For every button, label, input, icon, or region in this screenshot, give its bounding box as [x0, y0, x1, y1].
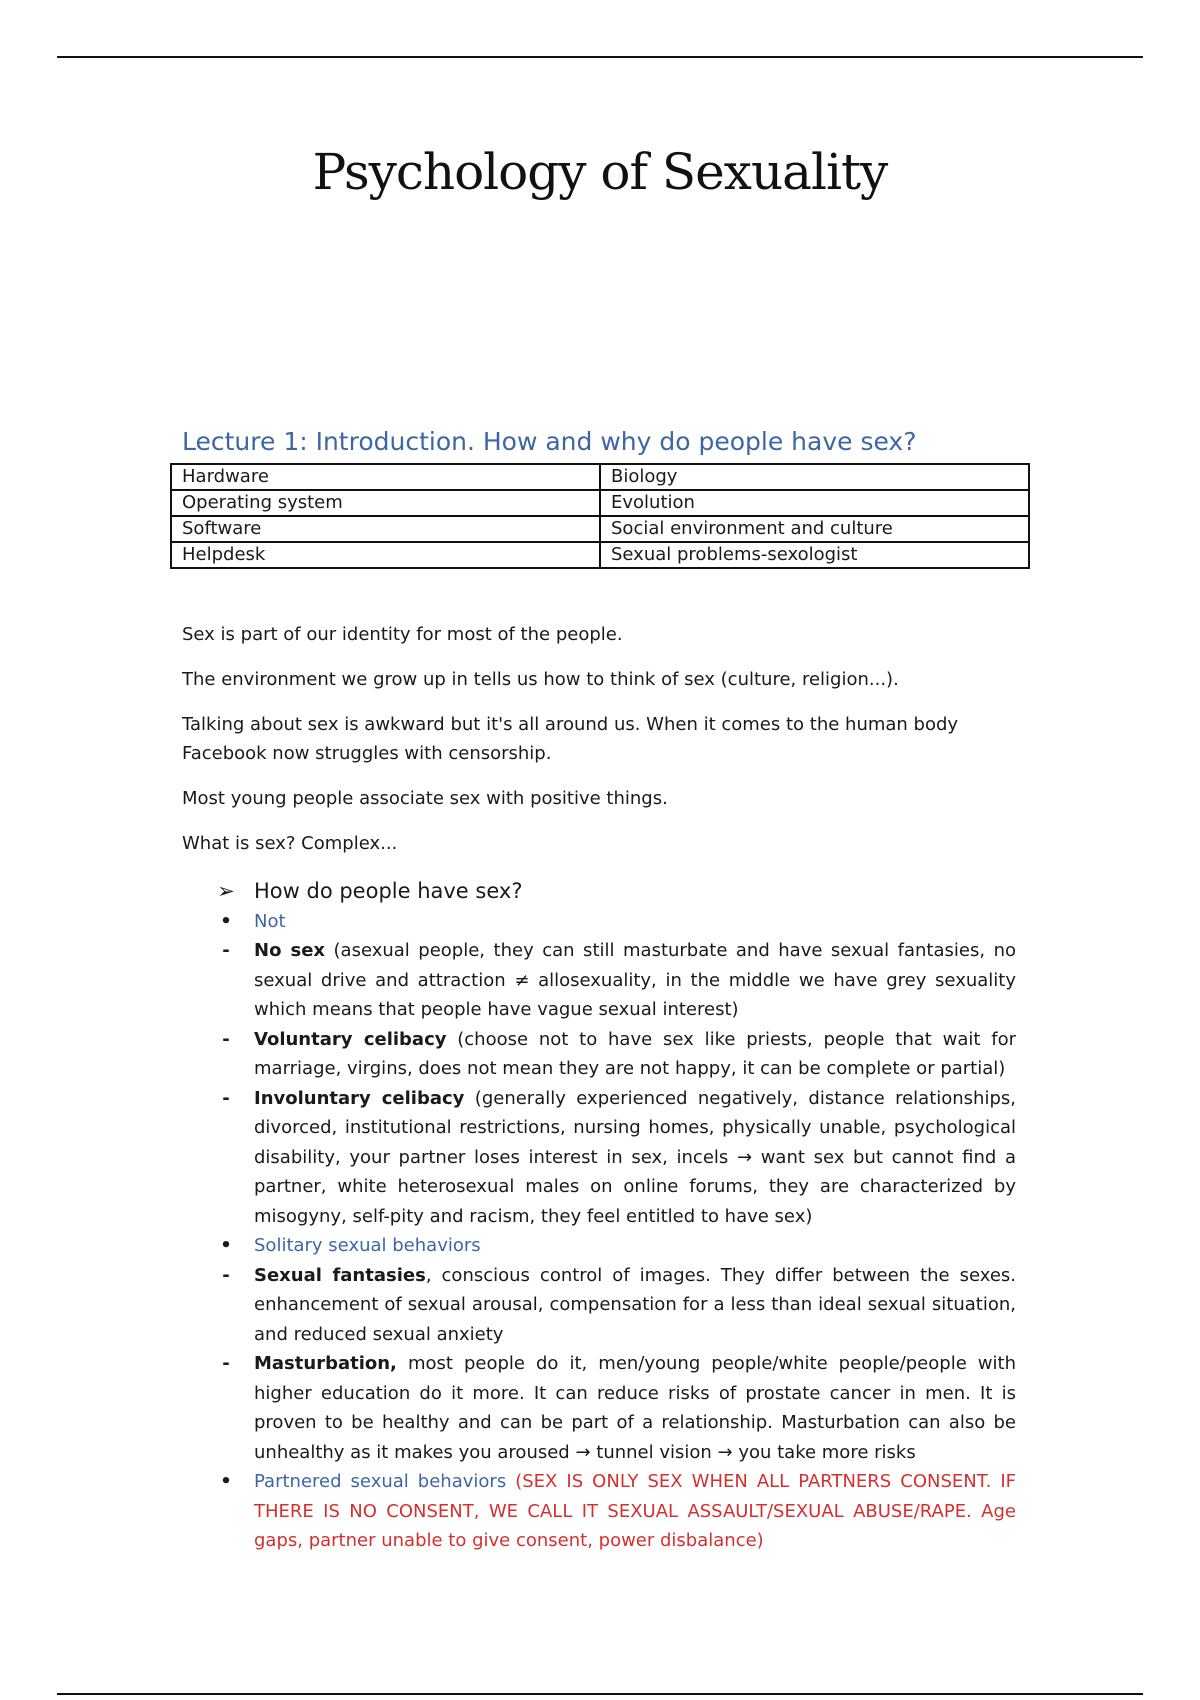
intro-paragraphs: [182, 620, 1017, 874]
table-cell: Evolution: [600, 490, 1029, 516]
paragraph: Talking about sex is awkward but it's all around us. When it comes to the human body Facebook now struggles with censorship.: [182, 714, 959, 764]
dash-bullet-icon: -: [222, 1353, 230, 1374]
table-cell: Sexual problems-sexologist: [600, 542, 1029, 568]
table-cell: Helpdesk: [171, 542, 600, 568]
table-cell: Software: [171, 516, 600, 542]
top-rule: [57, 56, 1143, 58]
analogy-table: [170, 463, 1030, 569]
paragraph: Sex is part of our identity for most of the people.: [182, 624, 623, 645]
dot-bullet-icon: •: [220, 1471, 232, 1492]
dash-bullet-icon: -: [222, 1028, 230, 1050]
table-row: [171, 464, 1029, 490]
dash-bullet-icon: -: [222, 940, 230, 961]
bottom-rule: [57, 1693, 1143, 1695]
list-item: ➢ How do people have sex?: [254, 877, 1016, 907]
list-item: - Masturbation, most people do it, men/young people/white people/people with higher education do it more. It can reduce risks of prostate cancer in men. It is proven to be healthy and can be part of a relationship. Masturbation can also be unhealthy as it makes you aroused → tunnel vision → you take more risks: [254, 1349, 1016, 1467]
dot-bullet-icon: •: [220, 910, 232, 932]
table-cell: Social environment and culture: [600, 516, 1029, 542]
document-title: Psychology of Sexuality: [312, 143, 888, 201]
dash-bullet-icon: -: [222, 1264, 230, 1286]
list-item: - Voluntary celibacy (choose not to have sex like priests, people that wait for marriage, virgins, does not mean they are not happy, it can be complete or partial): [254, 1025, 1016, 1084]
table-row: [171, 542, 1029, 568]
list-item: • Solitary sexual behaviors: [254, 1231, 1016, 1261]
table-cell: Hardware: [171, 464, 600, 490]
paragraph: Most young people associate sex with positive things.: [182, 788, 668, 809]
lecture-heading: Lecture 1: Introduction. How and why do people have sex?: [182, 427, 917, 456]
list-item: - Sexual fantasies, conscious control of images. They differ between the sexes. enhancement of sexual arousal, compensation for a less than ideal sexual situation, and reduced sexual anxiety: [254, 1261, 1016, 1350]
list-item: • Partnered sexual behaviors (SEX IS ONLY SEX WHEN ALL PARTNERS CONSENT. IF THERE IS NO CONSENT, WE CALL IT SEXUAL ASSAULT/SEXUAL ABUSE/RAPE. Age gaps, partner unable to give consent, power disbalance): [254, 1467, 1016, 1556]
paragraph: What is sex? Complex...: [182, 833, 398, 854]
paragraph: The environment we grow up in tells us how to think of sex (culture, religion...).: [182, 669, 899, 690]
list-item: • Not: [254, 907, 1016, 937]
arrow-bullet-icon: ➢: [217, 879, 235, 903]
table-row: [171, 516, 1029, 542]
dot-bullet-icon: •: [220, 1235, 232, 1256]
table-cell: Biology: [600, 464, 1029, 490]
dash-bullet-icon: -: [222, 1087, 230, 1109]
list-item: - Involuntary celibacy (generally experienced negatively, distance relationships, divorced, institutional restrictions, nursing homes, physically unable, psychological disability, your partner loses interest in sex, incels → want sex but cannot find a partner, white heterosexual males on online forums, they are characterized by misogyny, self-pity and racism, they feel entitled to have sex): [254, 1084, 1016, 1232]
behavior-list: [0, 877, 1200, 1556]
table-cell: Operating system: [171, 490, 600, 516]
table-row: [171, 490, 1029, 516]
list-item: - No sex (asexual people, they can still masturbate and have sexual fantasies, no sexual drive and attraction ≠ allosexuality, in the middle we have grey sexuality which means that people have vague sexual interest): [254, 936, 1016, 1025]
